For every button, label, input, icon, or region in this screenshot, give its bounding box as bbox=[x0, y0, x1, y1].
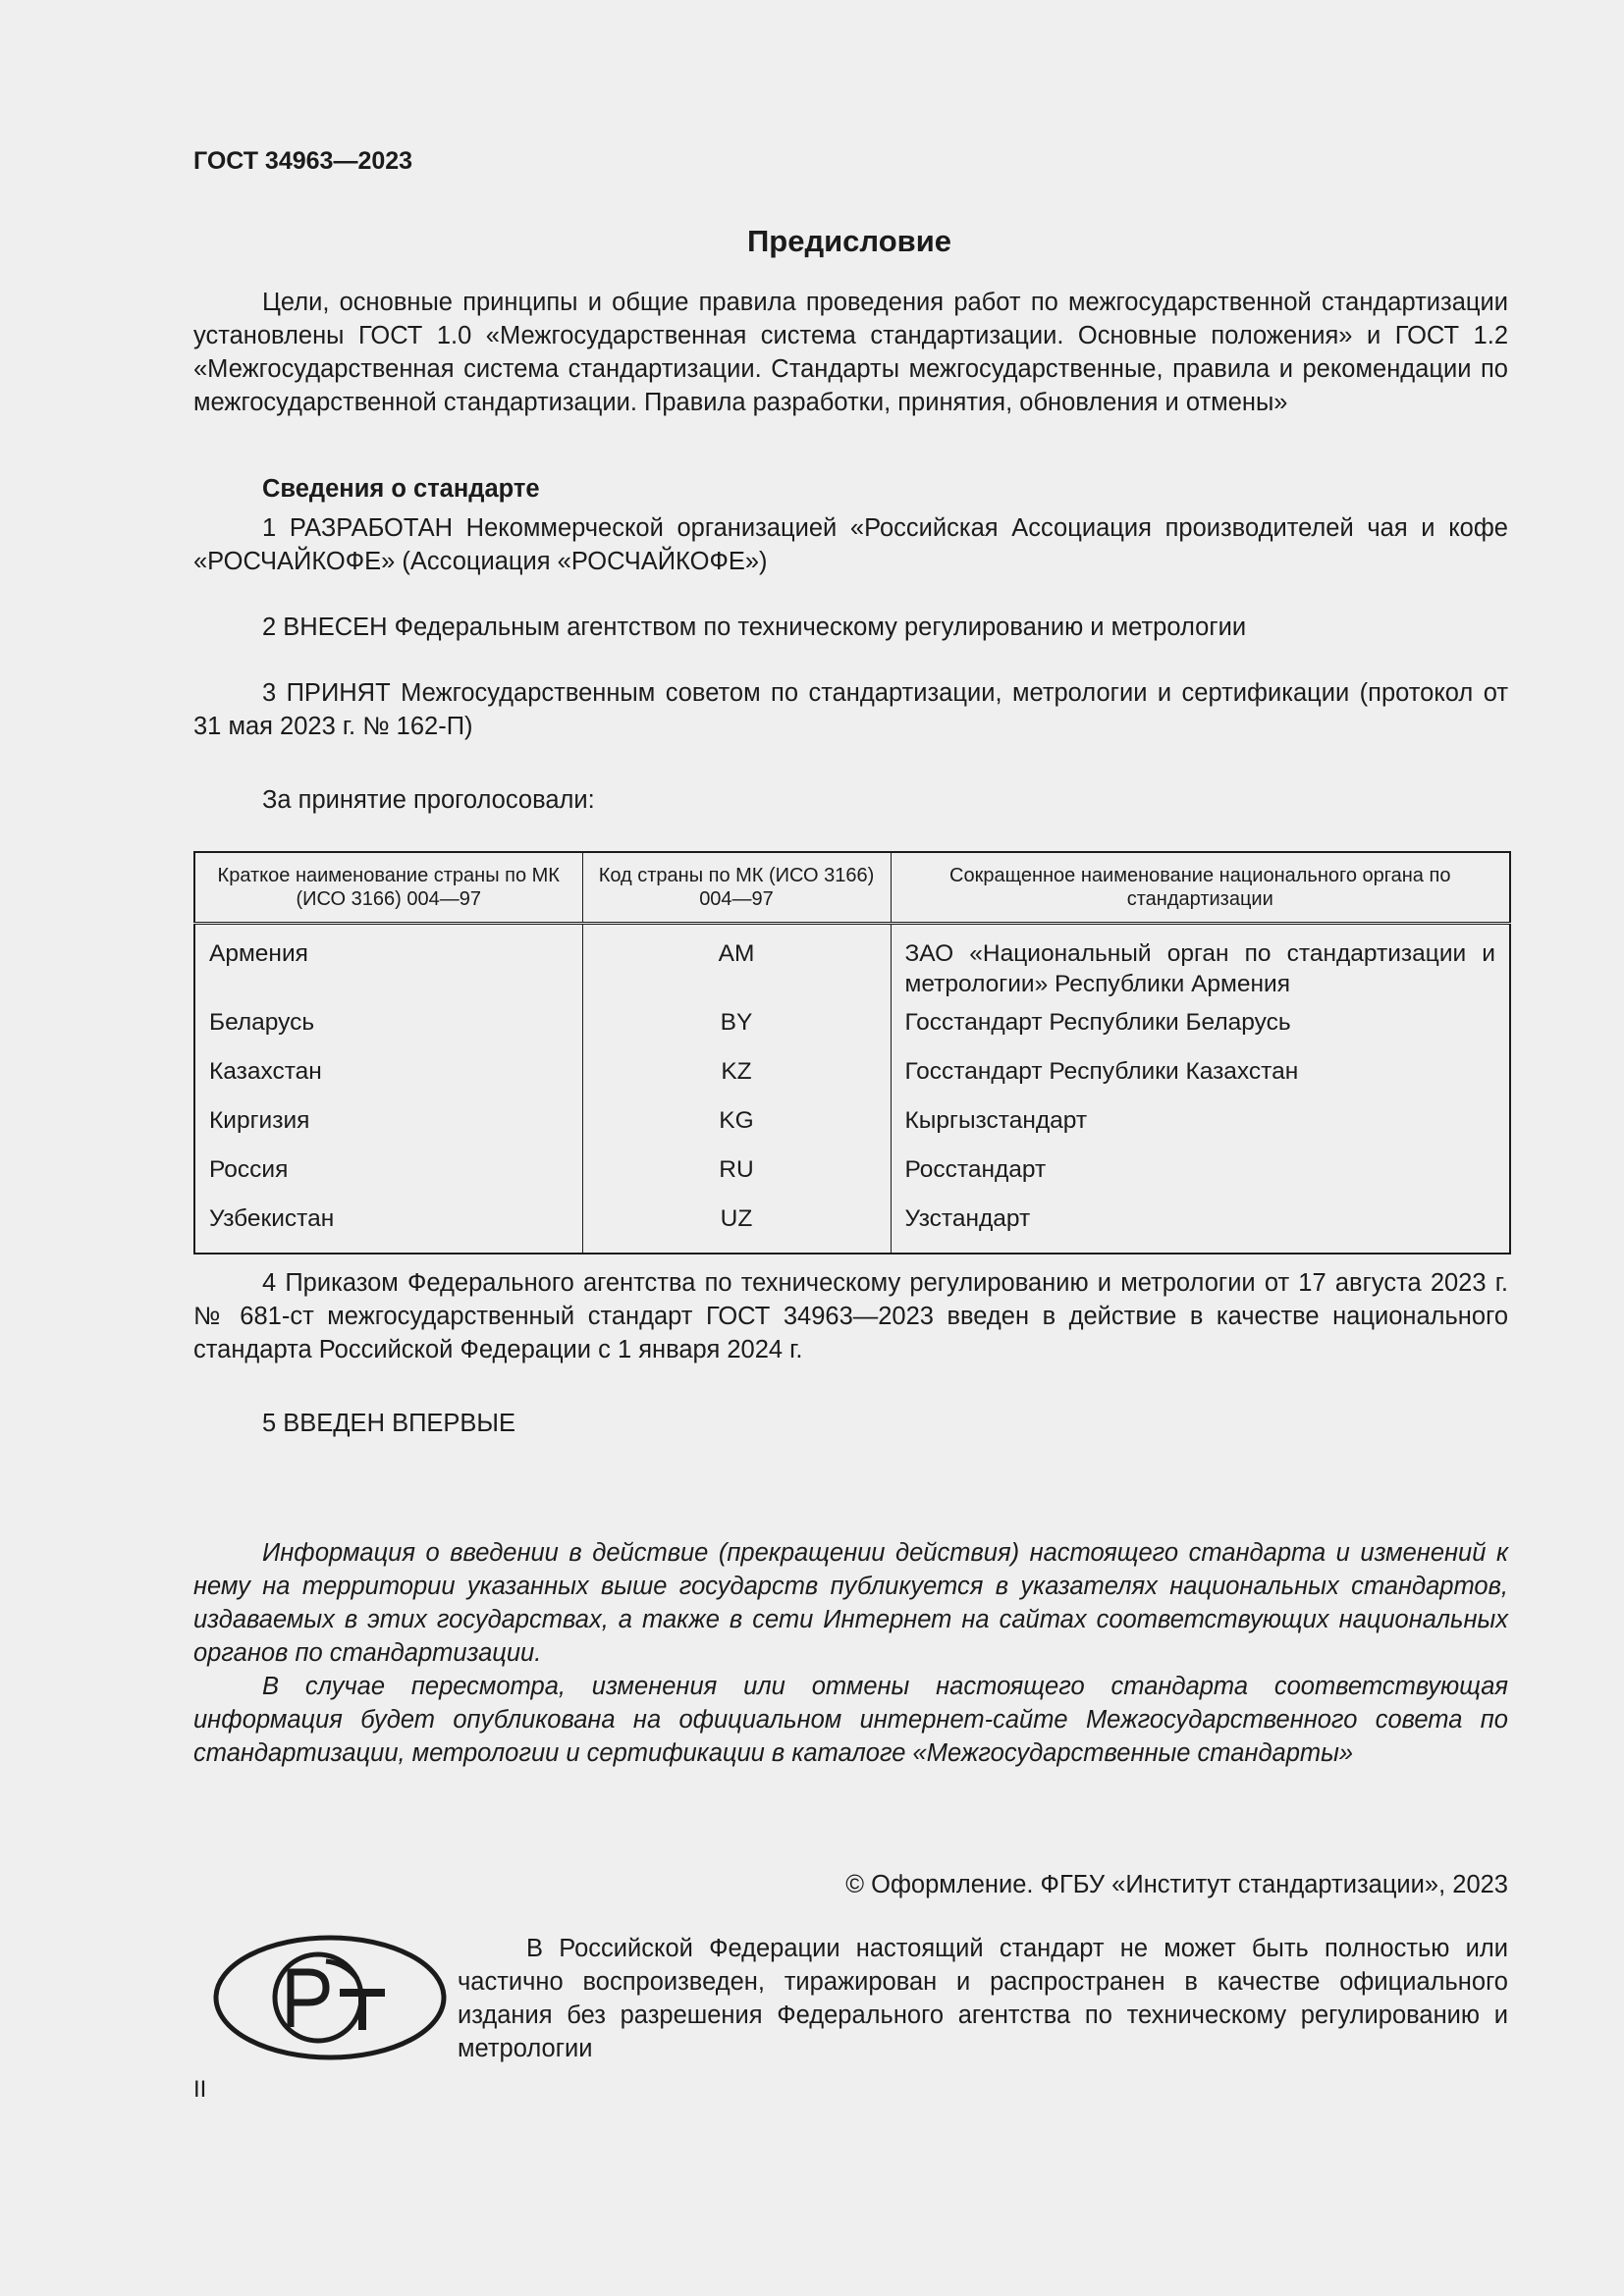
country-name: Россия bbox=[194, 1150, 582, 1200]
item-submitted: 2 ВНЕСЕН Федеральным агентством по техническому регулированию и метрологии bbox=[262, 614, 1247, 641]
item-enacted: 4 Приказом Федерального агентства по техническому регулированию и метрологии от 17 августа 2023 г. № 681-ст межгосударственный стандарт ГОСТ 34963—2023 введен в действие в качестве национального стандарта Российской Федерации с 1 января 2024 г. bbox=[193, 1269, 1508, 1363]
table-row bbox=[194, 1052, 1510, 1101]
notice-paragraph-2: В случае пересмотра, изменения или отмены настоящего стандарта соответствующая информация будет опубликована на официальном интернет-сайте Межгосударственного совета по стандартизации, метрологии и сертификации в каталоге «Межгосударственные стандарты» bbox=[193, 1673, 1508, 1767]
header-country-code: Код страны по МК (ИСО 3166) 004—97 bbox=[582, 852, 891, 924]
national-body: ЗАО «Национальный орган по стандартизации и метрологии» Республики Армения bbox=[891, 924, 1510, 1004]
item-first-introduced: 5 ВВЕДЕН ВПЕРВЫЕ bbox=[262, 1410, 516, 1437]
national-body: Госстандарт Республики Беларусь bbox=[891, 1003, 1510, 1052]
country-code: UZ bbox=[582, 1200, 891, 1254]
copyright-line: © Оформление. ФГБУ «Институт стандартизации», 2023 bbox=[845, 1871, 1508, 1898]
document-number: ГОСТ 34963—2023 bbox=[193, 147, 413, 175]
country-name: Казахстан bbox=[194, 1052, 582, 1101]
national-body: Узстандарт bbox=[891, 1200, 1510, 1254]
reproduction-notice: В Российской Федерации настоящий стандарт не может быть полностью или частично воспроизведен, тиражирован и распространен в качестве официального издания без разрешения Федерального агентства по техническому регулированию и метрологии bbox=[458, 1935, 1508, 2062]
voted-intro: За принятие проголосовали: bbox=[262, 786, 595, 814]
country-name: Армения bbox=[194, 924, 582, 1004]
country-code: KG bbox=[582, 1101, 891, 1150]
standard-info-heading: Сведения о стандарте bbox=[262, 475, 540, 503]
country-name: Киргизия bbox=[194, 1101, 582, 1150]
header-national-body: Сокращенное наименование национального органа по стандартизации bbox=[891, 852, 1510, 924]
vote-table bbox=[193, 851, 1511, 1255]
page-number: II bbox=[193, 2076, 207, 2103]
rst-certification-mark-icon bbox=[210, 1932, 450, 2068]
table-row bbox=[194, 924, 1510, 1004]
notice-paragraph-1: Информация о введении в действие (прекращении действия) настоящего стандарта и изменений к нему на территории указанных выше государств публикуется в указателях национальных стандартов, издаваемых в этих государствах, а также в сети Интернет на сайтах соответствующих национальных органов по стандартизации. bbox=[193, 1539, 1508, 1667]
table-row bbox=[194, 1200, 1510, 1254]
item-developed: 1 РАЗРАБОТАН Некоммерческой организацией «Российская Ассоциация производителей чая и кофе «РОСЧАЙКОФЕ» (Ассоциация «РОСЧАЙКОФЕ») bbox=[193, 514, 1508, 575]
country-name: Беларусь bbox=[194, 1003, 582, 1052]
table-row bbox=[194, 1003, 1510, 1052]
country-code: RU bbox=[582, 1150, 891, 1200]
country-code: AM bbox=[582, 924, 891, 1004]
national-body: Кыргызстандарт bbox=[891, 1101, 1510, 1150]
country-code: KZ bbox=[582, 1052, 891, 1101]
country-code: BY bbox=[582, 1003, 891, 1052]
table-row bbox=[194, 1101, 1510, 1150]
national-body: Росстандарт bbox=[891, 1150, 1510, 1200]
table-row bbox=[194, 1150, 1510, 1200]
item-adopted: 3 ПРИНЯТ Межгосударственным советом по стандартизации, метрологии и сертификации (протокол от 31 мая 2023 г. № 162-П) bbox=[193, 679, 1508, 740]
vote-table-header-row bbox=[194, 852, 1510, 924]
national-body: Госстандарт Республики Казахстан bbox=[891, 1052, 1510, 1101]
foreword-intro: Цели, основные принципы и общие правила проведения работ по межгосударственной стандартизации установлены ГОСТ 1.0 «Межгосударственная система стандартизации. Основные положения» и ГОСТ 1.2 «Межгосударственная система стандартизации. Стандарты межгосударственные, правила и рекомендации по межгосударственной стандартизации. Правила разработки, принятия, обновления и отмены» bbox=[193, 289, 1508, 416]
country-name: Узбекистан bbox=[194, 1200, 582, 1254]
header-country-name: Краткое наименование страны по МК (ИСО 3166) 004—97 bbox=[194, 852, 582, 924]
foreword-title: Предисловие bbox=[746, 224, 951, 258]
